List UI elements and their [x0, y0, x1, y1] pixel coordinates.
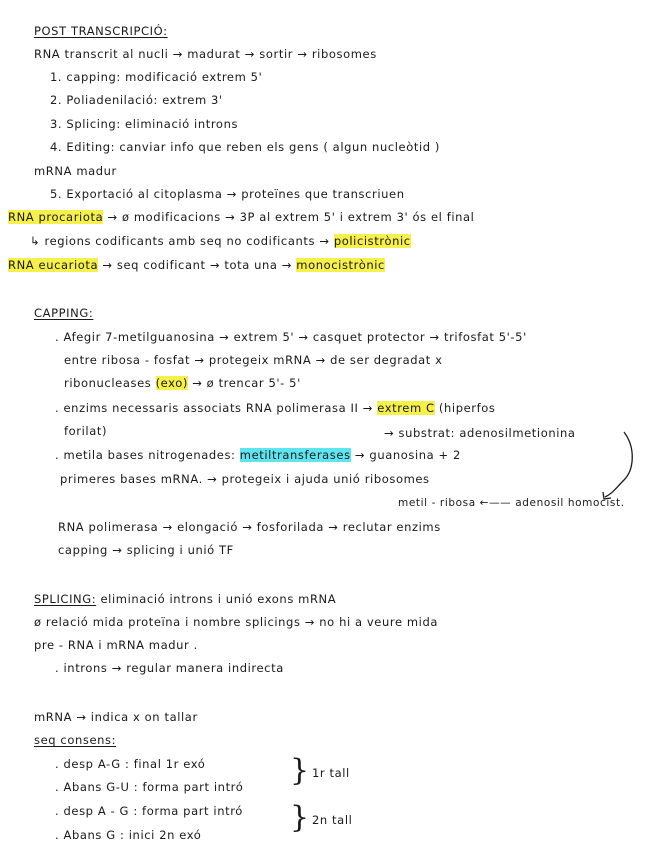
highlight-monocistronic: monocistrònic — [296, 258, 385, 272]
note-line: . introns → regular manera indirecta — [55, 661, 284, 675]
highlight-eucariota: RNA eucariota — [8, 258, 99, 272]
section-heading-seq-consens: seq consens: — [34, 733, 117, 747]
note-text: → seq codificant → tota una → — [98, 258, 297, 272]
note-line — [30, 234, 411, 248]
note-line: → substrat: adenosilmetionina — [384, 426, 576, 440]
note-line: 1r tall — [312, 766, 350, 780]
note-line — [64, 376, 301, 390]
highlight-policistronic: policistrònic — [333, 234, 411, 248]
note-text: (hiperfos — [434, 401, 496, 415]
note-line: 3. Splicing: eliminació introns — [50, 117, 239, 131]
highlight-metiltransferases: metiltransferases — [239, 448, 351, 462]
note-line: RNA polimerasa → elongació → fosforilada → reclutar enzims — [58, 520, 441, 534]
note-line: mRNA → indica x on tallar — [34, 710, 198, 724]
note-line: RNA transcrit al nucli → madurat → sortir → ribosomes — [34, 47, 377, 61]
note-line: entre ribosa - fosfat → protegeix mRNA → de ser degradat x — [64, 353, 443, 367]
note-line — [8, 258, 385, 272]
note-line: pre - RNA i mRNA madur . — [34, 638, 198, 652]
note-line: 4. Editing: canviar info que reben els gens ( algun nucleòtid ) — [50, 140, 441, 154]
highlight-extrem-c: extrem C — [377, 401, 435, 415]
brace-icon: } — [290, 800, 310, 835]
highlight-procariota: RNA procariota — [8, 210, 104, 224]
note-line: . Abans G : inici 2n exó — [55, 828, 202, 842]
brace-icon: } — [290, 753, 310, 788]
note-line: ø relació mida proteïna i nombre splicings → no hi a veure mida — [34, 615, 439, 629]
note-line: 2. Poliadenilació: extrem 3' — [50, 93, 223, 107]
note-text: ribonucleases — [64, 376, 156, 390]
note-text: . enzims necessaris associats RNA polimerasa II → — [55, 401, 378, 415]
note-line: forilat) — [64, 424, 108, 438]
page-title: POST TRANSCRIPCIÓ: — [34, 24, 168, 38]
note-text: . metila bases nitrogenades: — [55, 448, 240, 462]
note-line: metil - ribosa ←—— adenosil homocist. — [398, 497, 625, 509]
note-text: → guanosina + 2 — [350, 448, 461, 462]
note-line: 1. capping: modificació extrem 5' — [50, 70, 263, 84]
note-line — [34, 592, 336, 606]
note-text: → ø modificacions → 3P al extrem 5' i extrem 3' ós el final — [103, 210, 475, 224]
note-line — [8, 210, 474, 224]
note-line: . desp A-G : final 1r exó — [55, 757, 206, 771]
note-line: . Abans G-U : forma part intró — [55, 780, 244, 794]
note-line: 2n tall — [312, 813, 353, 827]
section-heading-splicing: SPLICING: — [34, 592, 97, 606]
note-text: eliminació introns i unió exons mRNA — [96, 592, 337, 606]
note-line: mRNA madur — [34, 164, 117, 178]
note-line: . desp A - G : forma part intró — [55, 804, 243, 818]
note-text: → ø trencar 5'- 5' — [187, 376, 301, 390]
section-heading-capping: CAPPING: — [34, 306, 94, 320]
note-line: . Afegir 7-metilguanosina → extrem 5' → casquet protector → trifosfat 5'-5' — [55, 330, 527, 344]
note-line: 5. Exportació al citoplasma → proteïnes que transcriuen — [50, 187, 405, 201]
note-line: capping → splicing i unió TF — [58, 543, 234, 557]
note-text: ↳ regions codificants amb seq no codificants → — [30, 234, 334, 248]
note-line — [55, 448, 461, 462]
note-line — [55, 401, 495, 415]
highlight-exo: (exo) — [155, 376, 188, 390]
note-line: primeres bases mRNA. → protegeix i ajuda unió ribosomes — [60, 472, 430, 486]
